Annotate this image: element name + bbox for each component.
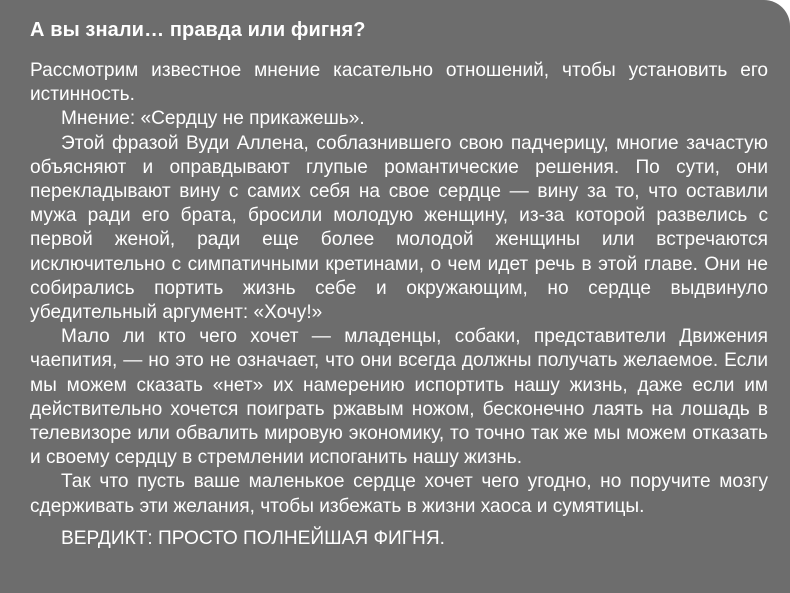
paragraph-opinion: Мнение: «Сердцу не прикажешь». (61, 108, 365, 130)
paragraph-wants: Мало ли кто чего хочет — младенцы, собаки, представители Движения чаепития, — но это не означает, что они всегда должны получать желаемое. Если мы можем сказать «нет» их намерению испортить нашу жизнь, даже если им действительно хочется поиграть ржавым ножом, бесконечно лаять на лошадь в телевизоре или обвалить мировую экономику, то точно так же мы можем отказать и своему сердцу в стремлении испоганить нашу жизнь. (30, 326, 768, 469)
paragraph-conclusion: Так что пусть ваше маленькое сердце хочет чего угодно, но поручите мозгу сдерживать эти желания, чтобы избежать в жизни хаоса и сумятицы. (30, 471, 768, 517)
paragraph-intro: Рассмотрим известное мнение касательно отношений, чтобы установить его истинность. (30, 60, 768, 106)
sidebar-body (30, 59, 768, 519)
sidebar-title: А вы знали… правда или фигня? (30, 19, 366, 41)
paragraph-woody-allen: Этой фразой Вуди Аллена, соблазнившего свою падчерицу, многие зачастую объясняют и оправдывают глупые романтические решения. По сути, они перекладывают вину с самих себя на свое сердце — вину за то, что оставили мужа ради его брата, бросили молодую женщину, из-за которой развелись с первой женой, ради еще более молодой женщины или встречаются исключительно с симпатичными кретинами, о чем идет речь в этой главе. Они не собирались портить жизнь себе и окружающим, но сердце выдвинуло убедительный аргумент: «Хочу!» (30, 132, 768, 324)
verdict: ВЕРДИКТ: ПРОСТО ПОЛНЕЙШАЯ ФИГНЯ. (61, 527, 445, 549)
